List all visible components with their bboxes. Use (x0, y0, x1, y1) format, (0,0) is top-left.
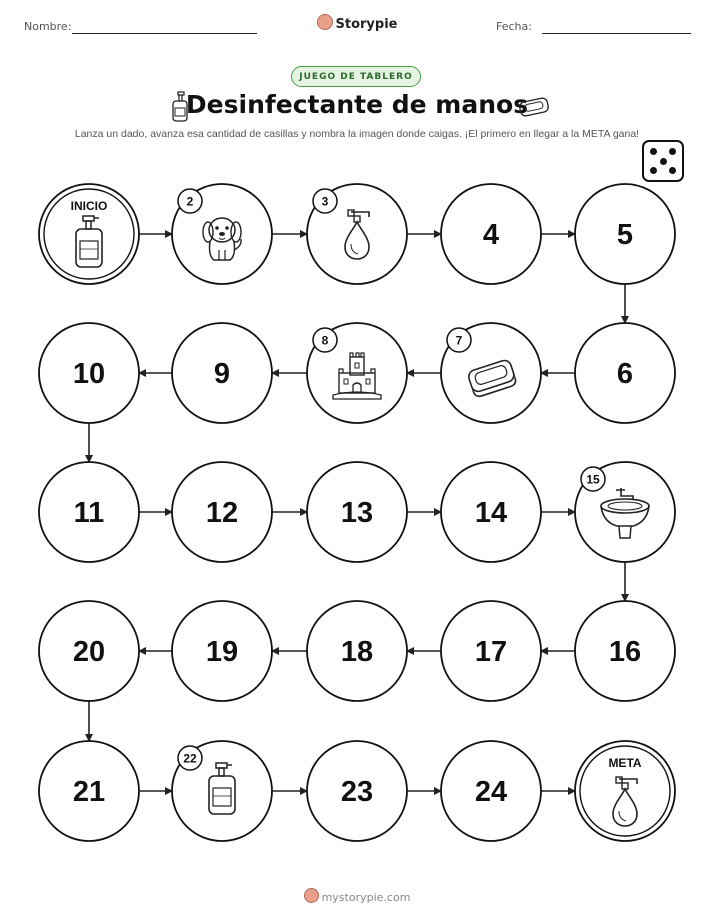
board-space (307, 323, 407, 423)
space-number: 4 (482, 219, 500, 251)
board-space (172, 741, 272, 841)
board-space (39, 323, 139, 423)
board-space (172, 184, 272, 284)
instructions-text: Lanza un dado, avanza esa cantidad de casillas y nombra la imagen donde caigas. ¡El primero en llegar a la META gana! (74, 128, 640, 140)
footer-brand (0, 888, 714, 904)
board-space (307, 462, 407, 562)
space-number: 23 (340, 776, 374, 808)
board-space (172, 601, 272, 701)
space-number: 8 (321, 333, 329, 348)
space-number: 3 (321, 194, 329, 209)
board-space (307, 184, 407, 284)
brand-name: Storypie (335, 17, 398, 32)
board-space (307, 601, 407, 701)
page-title: Desinfectante de manos (185, 90, 529, 119)
space-number: 10 (72, 358, 106, 390)
space-number: 24 (474, 776, 508, 808)
space-number: 9 (213, 358, 231, 390)
date-label: Fecha: (496, 20, 532, 33)
board-space (441, 462, 541, 562)
space-number: 5 (616, 219, 634, 251)
space-number: 22 (183, 751, 197, 766)
space-number: 13 (340, 497, 374, 529)
board-space (39, 601, 139, 701)
footer-url: mystorypie.com (321, 891, 411, 904)
space-number: 14 (474, 497, 508, 529)
board-space (441, 741, 541, 841)
start-label: INICIO (70, 199, 108, 213)
finish-label: META (608, 756, 642, 770)
board-space (39, 741, 139, 841)
board-space (441, 323, 541, 423)
space-number: 19 (205, 636, 239, 668)
board-space (575, 323, 675, 423)
board-space (172, 323, 272, 423)
board-space (441, 601, 541, 701)
space-number: 12 (205, 497, 239, 529)
category-badge: JUEGO DE TABLERO (291, 66, 421, 87)
board-space (172, 462, 272, 562)
space-number: 2 (186, 194, 194, 209)
board-space (307, 741, 407, 841)
board-space (39, 462, 139, 562)
finish-space (575, 741, 675, 841)
board-space (441, 184, 541, 284)
space-number: 6 (616, 358, 634, 390)
space-number: 15 (586, 472, 600, 487)
board-space (575, 184, 675, 284)
name-label: Nombre: (24, 20, 72, 33)
board-space (575, 462, 675, 562)
space-number: 17 (474, 636, 508, 668)
space-number: 18 (340, 636, 374, 668)
start-space (39, 184, 139, 284)
space-number: 11 (73, 497, 105, 529)
storypie-logo-icon (304, 888, 319, 903)
space-number: 16 (608, 636, 642, 668)
board-space (575, 601, 675, 701)
space-number: 20 (72, 636, 106, 668)
space-number: 21 (72, 776, 106, 808)
space-number: 7 (455, 333, 463, 348)
